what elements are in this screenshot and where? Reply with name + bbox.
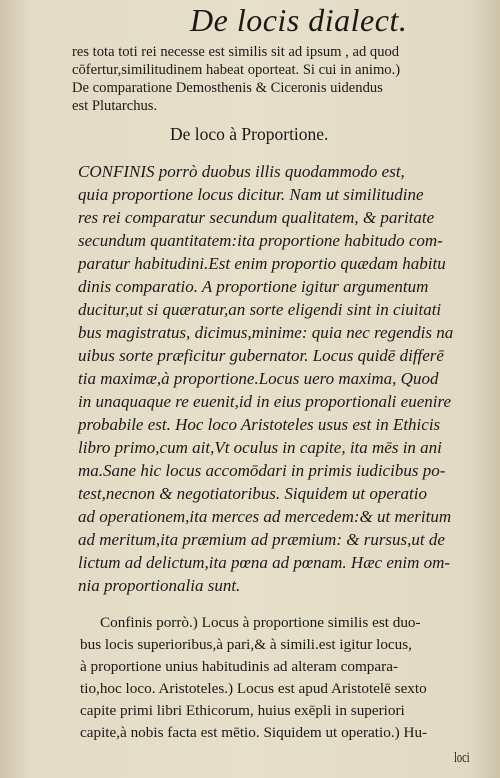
body-line: ad operationem,ita merces ad mercedem:& ut meritum: [78, 507, 452, 526]
note-line: capite,à nobis facta est mētio. Siquidem ut operatio.) Hu-: [80, 724, 428, 741]
catchword: loci: [454, 750, 470, 766]
body-line: CONFINIS porrò duobus illis quodammodo est,: [78, 162, 405, 181]
body-line: quia proportione locus dicitur. Nam ut similitudine: [78, 185, 424, 204]
note-line: Confinis porrò.) Locus à proportione similis est duo-: [100, 614, 421, 631]
body-line: ad meritum,ita præmium ad præmium: & rursus,ut de: [78, 530, 445, 549]
text-line: cōfertur,similitudinem habeat oporteat. Si cui in animo.): [72, 62, 401, 78]
text-line: est Plutarchus.: [72, 98, 158, 114]
note-line: capite primi libri Ethicorum, huius exēpli in superiori: [80, 702, 405, 719]
body-line: nia proportionalia sunt.: [78, 576, 241, 595]
note-line: à proportione unius habitudinis ad alteram compara-: [80, 658, 398, 675]
body-line: res rei comparatur secundum qualitatem, & paritate: [78, 208, 435, 227]
body-line: bus magistratus, dicimus,minime: quia nec regendis na: [78, 323, 454, 342]
text-line: De comparatione Demosthenis & Ciceronis uidendus: [72, 80, 383, 96]
body-line: ma.Sane hic locus accomōdari in primis iudicibus po-: [78, 461, 446, 480]
body-line: probabile est. Hoc loco Aristoteles usus est in Ethicis: [78, 415, 441, 434]
note-line: bus locis superioribus,à pari,& à simili.est igitur locus,: [80, 636, 412, 653]
body-line: secundum quantitatem:ita proportione habitudo com-: [78, 231, 443, 250]
body-line: in unaquaque re euenit,id in eius proportionali euenire: [78, 392, 452, 411]
body-line: uibus sorte præficitur gubernator. Locus quidē differē: [78, 346, 444, 365]
body-line: paratur habitudini.Est enim proportio quædam habitu: [78, 254, 446, 273]
section-title: De loco à Proportione.: [170, 124, 329, 144]
body-line: libro primo,cum ait,Vt oculus in capite, ita mēs in ani: [78, 438, 442, 457]
body-line: ducitur,ut si quæratur,an sorte eligendi sint in ciuitati: [78, 300, 442, 319]
body-line: tia maximæ,à proportione.Locus uero maxima, Quod: [78, 369, 439, 388]
body-line: lictum ad delictum,ita pœna ad pœnam. Hæc enim om-: [78, 553, 451, 572]
body-line: test,necnon & negotiatoribus. Siquidem ut operatio: [78, 484, 427, 503]
note-line: tio,hoc loco. Aristoteles.) Locus est apud Aristotelē sexto: [80, 680, 427, 697]
body-line: dinis comparatio. A proportione igitur argumentum: [78, 277, 429, 296]
text-line: res tota toti rei necesse est similis sit ad ipsum , ad quod: [72, 44, 400, 60]
running-head: De locis dialect.: [190, 2, 408, 38]
